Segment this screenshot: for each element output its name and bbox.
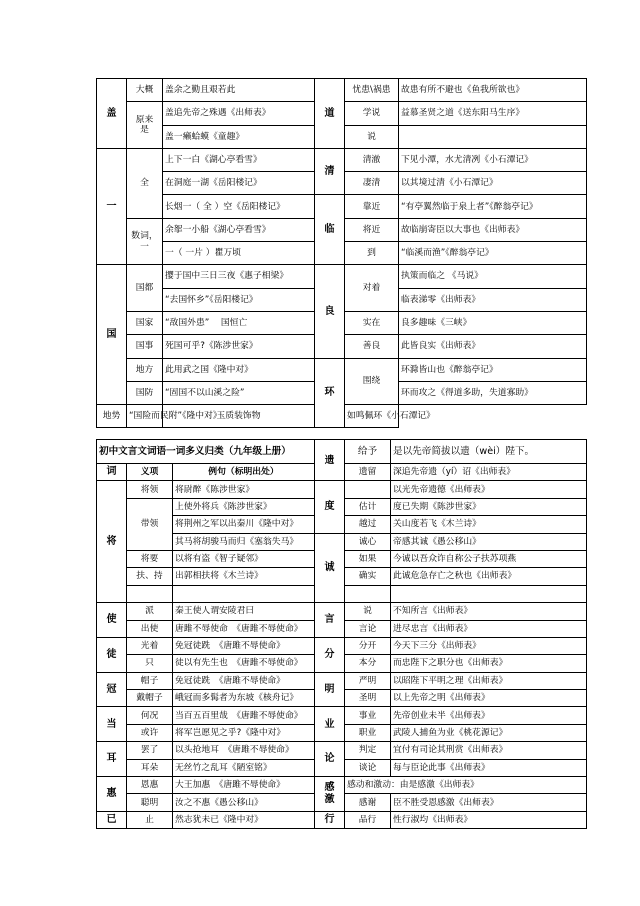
headword-cell: 业 bbox=[315, 707, 345, 742]
table-cell: 忧患\祸患 bbox=[345, 79, 399, 102]
table-cell: 耳朵 bbox=[127, 759, 173, 776]
table-cell: 唐雎不辱使命 《唐雎不辱使命》 bbox=[173, 620, 315, 637]
headword-cell: 遗 bbox=[315, 440, 345, 481]
headword-cell: 一 bbox=[97, 148, 127, 264]
table-cell: 言论 bbox=[345, 620, 391, 637]
table-cell: 今天下三分《出师表》 bbox=[391, 637, 587, 654]
table-cell: 今诚以吾众诈自称公子扶苏项燕 bbox=[391, 550, 587, 567]
table-cell: 学说 bbox=[345, 102, 399, 125]
table-cell: 大概 bbox=[127, 79, 163, 102]
headword-cell: 言 bbox=[315, 603, 345, 638]
headword-cell: 将 bbox=[97, 481, 127, 603]
table-cell: 玉质装饰物 bbox=[163, 405, 315, 428]
table-cell: 一（ 一片 ）瞿万顷 bbox=[163, 242, 315, 265]
headword-cell: 国 bbox=[97, 265, 127, 405]
table-cell: 将领 bbox=[127, 481, 173, 498]
table-cell: 聪明 bbox=[127, 794, 173, 811]
table-cell: 下见小潭，水尤清冽《小石潭记》 bbox=[399, 148, 587, 171]
table-cell: 扶、持 bbox=[127, 568, 173, 585]
table-cell: 对着 bbox=[345, 265, 399, 312]
table-cell: 环而攻之《得道多助，失道寡助》 bbox=[399, 381, 587, 404]
headword-cell: 明 bbox=[315, 672, 345, 707]
table-row bbox=[97, 79, 587, 102]
table-cell: 免冠徒跣 《唐雎不辱使命》 bbox=[173, 672, 315, 689]
headword-cell: 分 bbox=[315, 637, 345, 672]
headword-cell: 诚 bbox=[315, 533, 345, 603]
table-cell: 此用武之国《隆中对》 bbox=[163, 358, 315, 381]
table-cell: 峨冠而多髯者为东坡《核舟记》 bbox=[173, 690, 315, 707]
table-cell: 说 bbox=[345, 603, 391, 620]
table-cell: “去国怀乡”《岳阳楼记》 bbox=[163, 288, 315, 311]
table-cell: 义项 bbox=[127, 464, 173, 481]
table-cell: 靠近 bbox=[345, 195, 399, 218]
table-cell bbox=[391, 585, 587, 602]
table-cell: 而忠陛下之职分也《出师表》 bbox=[391, 655, 587, 672]
table-cell: “固国不以山溪之险” bbox=[163, 381, 315, 404]
table-cell: 以其境过清《小石潭记》 bbox=[399, 172, 587, 195]
headword-cell: 行 bbox=[315, 811, 345, 828]
table-cell: 深追先帝遗（yí）诏《出师表》 bbox=[391, 464, 587, 481]
headword-cell: 惠 bbox=[97, 777, 127, 812]
table-cell: 进尽忠言《出师表》 bbox=[391, 620, 587, 637]
table-cell: 说 bbox=[345, 125, 399, 148]
table-cell: 确实 bbox=[345, 568, 391, 585]
table-cell: 数词， 一 bbox=[127, 218, 163, 265]
table-cell: 判定 bbox=[345, 742, 391, 759]
table-cell: 余挐一小船《湖心亭看雪》 bbox=[163, 218, 315, 241]
table-cell: 出郭相扶将《木兰诗》 bbox=[173, 568, 315, 585]
table-cell: 当百五百里哉 《唐雎不辱使命》 bbox=[173, 707, 315, 724]
table-cell: 国防 bbox=[127, 381, 163, 404]
table-cell: “敌国外患” 国恒亡 bbox=[163, 311, 315, 334]
table-cell: 将近 bbox=[345, 218, 399, 241]
table-cell: 臣不胜受恩感激《出师表》 bbox=[391, 794, 587, 811]
table-cell: 此皆良实《出师表》 bbox=[399, 335, 587, 358]
table-row bbox=[97, 358, 587, 381]
table-cell: 先帝创业未半《出师表》 bbox=[391, 707, 587, 724]
table-row bbox=[97, 672, 587, 689]
table-row bbox=[97, 811, 587, 828]
table-cell: 帽子 bbox=[127, 672, 173, 689]
table-cell: 盖一癞蛤蟆《童趣》 bbox=[163, 125, 315, 148]
table-cell: 职业 bbox=[345, 724, 391, 741]
headword-cell: 论 bbox=[315, 742, 345, 777]
table-cell: 如鸣佩环《小石潭记》 bbox=[345, 405, 399, 428]
table-cell: 不知所言《出师表》 bbox=[391, 603, 587, 620]
table-cell: 以将有盗《智子疑邻》 bbox=[173, 550, 315, 567]
table-cell: 以光先帝遗德《出师表》 bbox=[391, 481, 587, 498]
table-cell: “临溪而渔”《醉翁亭记》 bbox=[399, 242, 587, 265]
table-cell: 以头抢地耳 《唐雎不辱使命》 bbox=[173, 742, 315, 759]
table-cell: 感谢 bbox=[345, 794, 391, 811]
headword-cell: 冠 bbox=[97, 672, 127, 707]
table-row bbox=[97, 148, 587, 171]
headword-cell: 耳 bbox=[97, 742, 127, 777]
table-cell: 益慕圣贤之道《送东阳马生序》 bbox=[399, 102, 587, 125]
table-cell: 地势 bbox=[97, 405, 127, 428]
table-cell: 感动和激动：由是感激《出师表》 bbox=[345, 777, 587, 794]
table-cell: 每与臣论此事《出师表》 bbox=[391, 759, 587, 776]
table-cell: 本分 bbox=[345, 655, 391, 672]
table-cell: 光着 bbox=[127, 637, 173, 654]
table-cell: 全 bbox=[127, 148, 163, 218]
table-cell: 宜付有司论其刑赏《出师表》 bbox=[391, 742, 587, 759]
table-cell: 原来 是 bbox=[127, 102, 163, 149]
headword-cell: 道 bbox=[315, 79, 345, 149]
table-cell bbox=[127, 585, 173, 602]
table-row bbox=[97, 707, 587, 724]
table-cell: 临表涕零《出师表》 bbox=[399, 288, 587, 311]
table-cell bbox=[399, 125, 587, 148]
table-cell: 将荆州之军以出秦川《隆中对》 bbox=[173, 516, 315, 533]
table-cell: 遗留 bbox=[345, 464, 391, 481]
table-cell: 武陵人捕鱼为业《桃花源记》 bbox=[391, 724, 587, 741]
table-cell: 分开 bbox=[345, 637, 391, 654]
headword-cell: 徒 bbox=[97, 637, 127, 672]
table-cell: 估计 bbox=[345, 498, 391, 515]
table-cell: 带领 bbox=[127, 498, 173, 550]
table-cell: 国事 bbox=[127, 335, 163, 358]
table-cell: 品行 bbox=[345, 811, 391, 828]
table-cell: 例句（标明出处） bbox=[173, 464, 315, 481]
table-cell: 给予 bbox=[345, 440, 391, 464]
table-cell: 环滁皆山也《醉翁亭记》 bbox=[399, 358, 587, 381]
headword-cell: 使 bbox=[97, 603, 127, 638]
table-cell: 到 bbox=[345, 242, 399, 265]
table-cell: 实在 bbox=[345, 311, 399, 334]
table-cell: 地方 bbox=[127, 358, 163, 381]
polysemy-table-top bbox=[96, 78, 587, 428]
table-cell: 派 bbox=[127, 603, 173, 620]
table-cell: 然志犹未已《隆中对》 bbox=[173, 811, 315, 828]
table-cell: 上使外将兵《陈涉世家》 bbox=[173, 498, 315, 515]
table-cell: 大王加惠 《唐雎不辱使命》 bbox=[173, 777, 315, 794]
table-cell: 出使 bbox=[127, 620, 173, 637]
table-cell: 性行淑均《出师表》 bbox=[391, 811, 587, 828]
table-cell: 盖余之勤且艰若此 bbox=[163, 79, 315, 102]
table-cell: 度已失期《陈涉世家》 bbox=[391, 498, 587, 515]
table-cell: 何况 bbox=[127, 707, 173, 724]
headword-cell: 已 bbox=[97, 811, 127, 828]
table-cell: 故患有所不避也《鱼我所欲也》 bbox=[399, 79, 587, 102]
table-cell: 诚心 bbox=[345, 533, 391, 550]
table-cell: 严明 bbox=[345, 672, 391, 689]
table-row bbox=[97, 603, 587, 620]
table-cell: 良多趣味《三峡》 bbox=[399, 311, 587, 334]
table-row bbox=[97, 742, 587, 759]
table-cell: “有亭翼然临于泉上者”《醉翁亭记》 bbox=[399, 195, 587, 218]
headword-cell: 感 激 bbox=[315, 777, 345, 812]
headword-cell: 盖 bbox=[97, 79, 127, 149]
table-cell: 圣明 bbox=[345, 690, 391, 707]
table-cell: 戴帽子 bbox=[127, 690, 173, 707]
table-cell: 上下一白《湖心亭看雪》 bbox=[163, 148, 315, 171]
table-cell bbox=[345, 481, 391, 498]
table-cell: 止 bbox=[127, 811, 173, 828]
table-row bbox=[97, 481, 587, 498]
table-cell: 在洞庭一湖《岳阳楼记》 bbox=[163, 172, 315, 195]
headword-cell: 清 bbox=[315, 148, 345, 195]
table-row bbox=[97, 637, 587, 654]
table-cell bbox=[345, 585, 391, 602]
table-cell: 谈论 bbox=[345, 759, 391, 776]
table-cell: 事业 bbox=[345, 707, 391, 724]
headword-cell: 临 bbox=[315, 195, 345, 265]
table-row bbox=[97, 440, 587, 464]
table-cell: 以上先帝之明《出师表》 bbox=[391, 690, 587, 707]
table-cell: 善良 bbox=[345, 335, 399, 358]
table-row bbox=[97, 195, 587, 218]
headword-cell: 良 bbox=[315, 265, 345, 358]
table-cell: 将尉醉《陈涉世家》 bbox=[173, 481, 315, 498]
table-cell: 其马将胡骏马而归《塞翁失马》 bbox=[173, 533, 315, 550]
table-cell: 越过 bbox=[345, 516, 391, 533]
table-row bbox=[97, 777, 587, 794]
headword-cell: 度 bbox=[315, 481, 345, 533]
table-cell: 如果 bbox=[345, 550, 391, 567]
table-cell: 长烟一（ 全 ）空《岳阳楼记》 bbox=[163, 195, 315, 218]
table-row bbox=[97, 265, 587, 288]
table-cell: 是以先帝简拔以遗（wèi）陛下。 bbox=[391, 440, 587, 464]
table-cell: 撄于国中三日三夜《惠子相梁》 bbox=[163, 265, 315, 288]
headword-cell: 当 bbox=[97, 707, 127, 742]
table-cell: 秦王使人谓安陵君曰 bbox=[173, 603, 315, 620]
table-cell: 凄清 bbox=[345, 172, 399, 195]
table-cell: 初中文言文词语一词多义归类（九年级上册） bbox=[97, 440, 315, 464]
table-cell: 将军岂愿见之乎?《隆中对》 bbox=[173, 724, 315, 741]
headword-cell: 环 bbox=[315, 358, 345, 428]
table-cell: 国家 bbox=[127, 311, 163, 334]
table-cell bbox=[173, 585, 315, 602]
table-cell: 徒以有先生也 《唐雎不辱使命》 bbox=[173, 655, 315, 672]
table-cell: 盖追先帝之殊遇《出师表》 bbox=[163, 102, 315, 125]
headword-cell: 词 bbox=[97, 464, 127, 481]
table-cell: 围绕 bbox=[345, 358, 399, 405]
table-cell: 罢了 bbox=[127, 742, 173, 759]
table-cell: 执策而临之 《马说》 bbox=[399, 265, 587, 288]
table-cell: 只 bbox=[127, 655, 173, 672]
table-cell: 死国可乎?《陈涉世家》 bbox=[163, 335, 315, 358]
polysemy-table-bottom bbox=[96, 439, 587, 829]
table-cell: 帝感其诚《愚公移山》 bbox=[391, 533, 587, 550]
table-cell: “国险而民附”《隆中对》 bbox=[127, 405, 163, 428]
table-cell: 清澈 bbox=[345, 148, 399, 171]
table-cell: 将要 bbox=[127, 550, 173, 567]
table-cell: 国都 bbox=[127, 265, 163, 312]
table-cell: 或许 bbox=[127, 724, 173, 741]
table-cell: 以昭陛下平明之理《出师表》 bbox=[391, 672, 587, 689]
table-cell: 无丝竹之乱耳《陋室铭》 bbox=[173, 759, 315, 776]
table-cell: 故临崩寄臣以大事也《出师表》 bbox=[399, 218, 587, 241]
table-cell: 汝之不惠《愚公移山》 bbox=[173, 794, 315, 811]
table-cell: 此诚危急存亡之秋也《出师表》 bbox=[391, 568, 587, 585]
table-cell: 免冠徒跣 《唐雎不辱使命》 bbox=[173, 637, 315, 654]
table-cell: 关山度若飞《木兰诗》 bbox=[391, 516, 587, 533]
table-cell: 恩惠 bbox=[127, 777, 173, 794]
